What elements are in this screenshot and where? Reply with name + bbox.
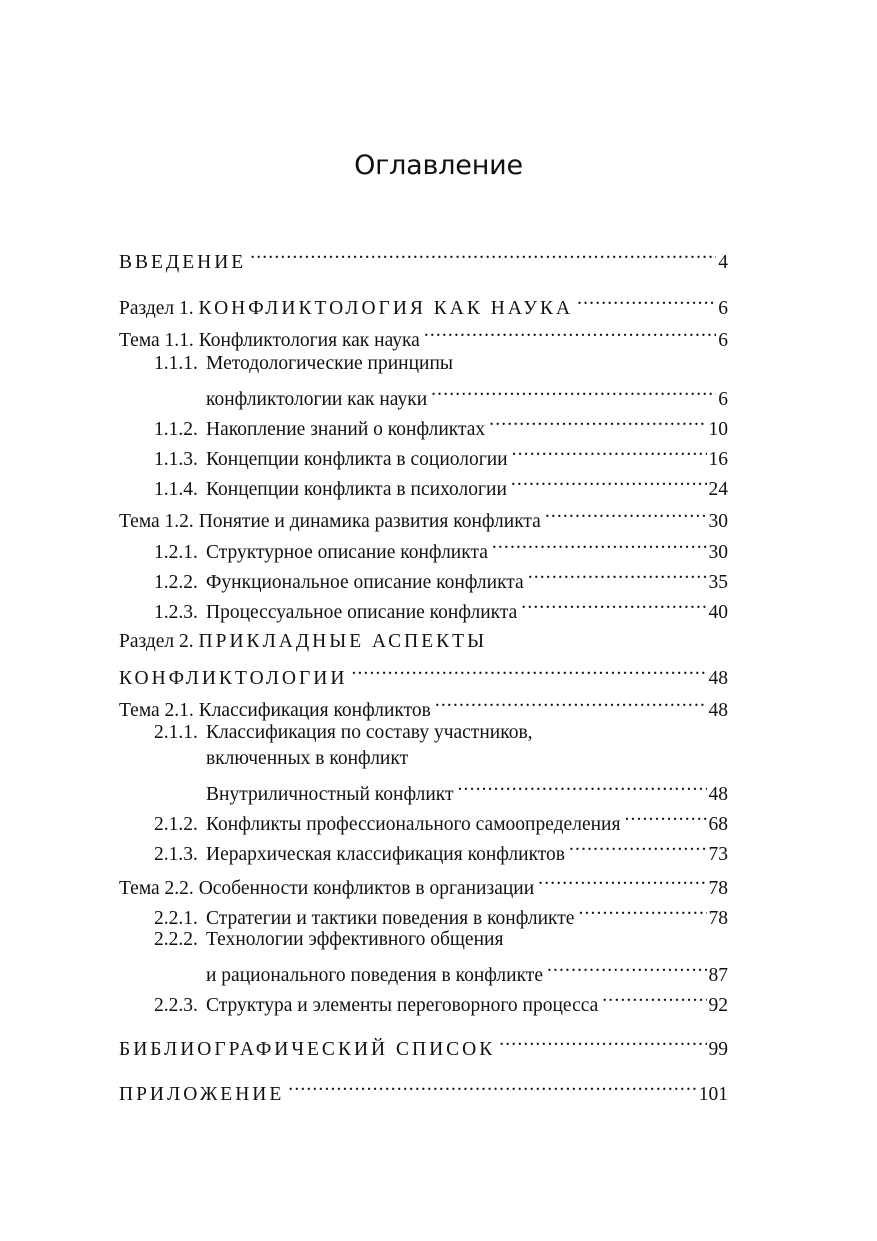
toc-entry-number: Тема 2.2. (119, 878, 194, 899)
toc-entry-label: ВВЕДЕНИЕ (119, 252, 247, 273)
toc-entry-number: 1.1.3. (154, 449, 198, 470)
toc-entry-label: Иерархическая классификация конфликтов (206, 844, 566, 865)
dot-leader (435, 688, 707, 716)
toc-page-number: 48 (708, 784, 728, 805)
toc-page-number: 68 (708, 814, 728, 835)
toc-page-number: 30 (708, 542, 728, 563)
toc-page-number: 16 (708, 449, 728, 470)
toc-page-number: 99 (708, 1039, 728, 1060)
toc-entry-introduction[interactable] (119, 240, 728, 277)
toc-entry-appendix[interactable] (119, 1072, 728, 1109)
toc-entry-label: ПРИЛОЖЕНИЕ (119, 1084, 285, 1105)
toc-entry-number: 2.2.3. (154, 995, 198, 1016)
toc-page-number: 4 (718, 252, 728, 273)
dot-leader (499, 1027, 706, 1055)
toc-entry-number: 2.1.1. (154, 722, 198, 743)
dot-leader (578, 896, 706, 924)
dot-leader (424, 318, 716, 346)
toc-entry-section-2[interactable] (119, 628, 487, 656)
toc-entry-label-line-3: Внутриличностный конфликт (206, 784, 454, 805)
dot-leader (569, 832, 706, 860)
dot-leader (250, 240, 716, 268)
toc-entry-number: Тема 1.1. (119, 330, 194, 351)
toc-entry-label: Структурное описание конфликта (206, 542, 488, 563)
toc-page-number: 35 (708, 572, 728, 593)
toc-entry-2-2-2[interactable] (154, 926, 503, 954)
dot-leader (288, 1072, 696, 1100)
toc-entry-label: Накопление знаний о конфликтах (206, 419, 486, 440)
toc-entry-number: 1.1.2. (154, 419, 198, 440)
dot-leader (489, 407, 706, 435)
toc-entry-label: Стратегии и тактики поведения в конфликте (206, 908, 575, 929)
toc-entry-label: КОНФЛИКТОЛОГИЯ КАК НАУКА (198, 298, 574, 319)
toc-entry-label: Особенности конфликтов в организации (198, 878, 535, 899)
toc-page-number: 10 (708, 419, 728, 440)
toc-entry-number: Тема 1.2. (119, 511, 194, 532)
dot-leader (351, 656, 706, 684)
page-title: Оглавление (354, 150, 523, 181)
toc-entry-1-1-1[interactable] (154, 350, 453, 378)
dot-leader (512, 437, 707, 465)
dot-leader (602, 983, 706, 1011)
toc-entry-number: 2.1.3. (154, 844, 198, 865)
toc-entry-number: 1.2.1. (154, 542, 198, 563)
toc-entry-label: Конфликтология как наука (198, 330, 420, 351)
dot-leader (521, 590, 706, 618)
toc-page-number: 78 (708, 878, 728, 899)
toc-entry-number: 1.1.1. (154, 353, 198, 374)
dot-leader (538, 866, 706, 894)
toc-page-number: 6 (718, 389, 728, 410)
toc-entry-2-1-3[interactable] (154, 832, 728, 869)
toc-entry-label-line-1: ПРИКЛАДНЫЕ АСПЕКТЫ (198, 631, 488, 652)
toc-page-number: 30 (708, 511, 728, 532)
dot-leader (431, 377, 716, 405)
toc-page-number: 78 (708, 908, 728, 929)
toc-entry-2-1-1[interactable] (154, 719, 533, 747)
dot-leader (511, 467, 707, 495)
dot-leader (624, 802, 706, 830)
toc-page-number: 48 (708, 700, 728, 721)
toc-entry-label: Процессуальное описание конфликта (206, 602, 518, 623)
toc-section-prefix: Раздел 1. (119, 298, 194, 319)
toc-entry-label-line-2: КОНФЛИКТОЛОГИИ (119, 668, 348, 689)
toc-entry-1-2-3[interactable] (154, 590, 728, 627)
toc-page-number: 24 (708, 479, 728, 500)
toc-entry-2-1-1-continued[interactable] (206, 745, 408, 773)
toc-entry-label-line-2: конфликтологии как науки (206, 389, 428, 410)
toc-entry-label-line-1: Технологии эффективного общения (206, 929, 504, 950)
toc-entry-label: Понятие и динамика развития конфликта (198, 511, 541, 532)
toc-entry-number: 1.1.4. (154, 479, 198, 500)
toc-page-number: 87 (708, 965, 728, 986)
dot-leader (545, 499, 707, 527)
toc-entry-label-line-1: Методологические принципы (206, 353, 454, 374)
dot-leader (458, 772, 707, 800)
toc-page-number: 6 (718, 330, 728, 351)
toc-entry-number: 1.2.3. (154, 602, 198, 623)
toc-entry-label-line-1: Классификация по составу участников, (206, 722, 533, 743)
toc-entry-label: Функциональное описание конфликта (206, 572, 524, 593)
dot-leader (547, 953, 707, 981)
toc-page-number: 48 (708, 668, 728, 689)
toc-entry-number: 2.2.1. (154, 908, 198, 929)
toc-entry-label: Классификация конфликтов (198, 700, 431, 721)
toc-entry-label-line-2: включенных в конфликт (206, 748, 409, 769)
dot-leader (492, 530, 707, 558)
toc-page-number: 73 (708, 844, 728, 865)
toc-page-number: 101 (698, 1084, 728, 1105)
dot-leader (577, 286, 716, 314)
toc-section-prefix: Раздел 2. (119, 631, 194, 652)
toc-entry-bibliography[interactable] (119, 1027, 728, 1064)
toc-page-number: 6 (718, 298, 728, 319)
toc-page-number: 40 (708, 602, 728, 623)
toc-entry-number: Тема 2.1. (119, 700, 194, 721)
dot-leader (528, 560, 707, 588)
toc-entry-label: Концепции конфликта в психологии (206, 479, 507, 500)
toc-entry-label: Конфликты профессионального самоопределения (206, 814, 621, 835)
toc-entry-label-line-2: и рационального поведения в конфликте (206, 965, 543, 986)
toc-entry-number: 2.1.2. (154, 814, 198, 835)
toc-entry-label: Концепции конфликта в социологии (206, 449, 508, 470)
toc-entry-label: Структура и элементы переговорного процесса (206, 995, 599, 1016)
toc-entry-number: 2.2.2. (154, 929, 198, 950)
toc-page-number: 92 (708, 995, 728, 1016)
toc-entry-label: БИБЛИОГРАФИЧЕСКИЙ СПИСОК (119, 1039, 496, 1060)
toc-entry-number: 1.2.2. (154, 572, 198, 593)
toc-entry-2-2-3[interactable] (154, 983, 728, 1020)
